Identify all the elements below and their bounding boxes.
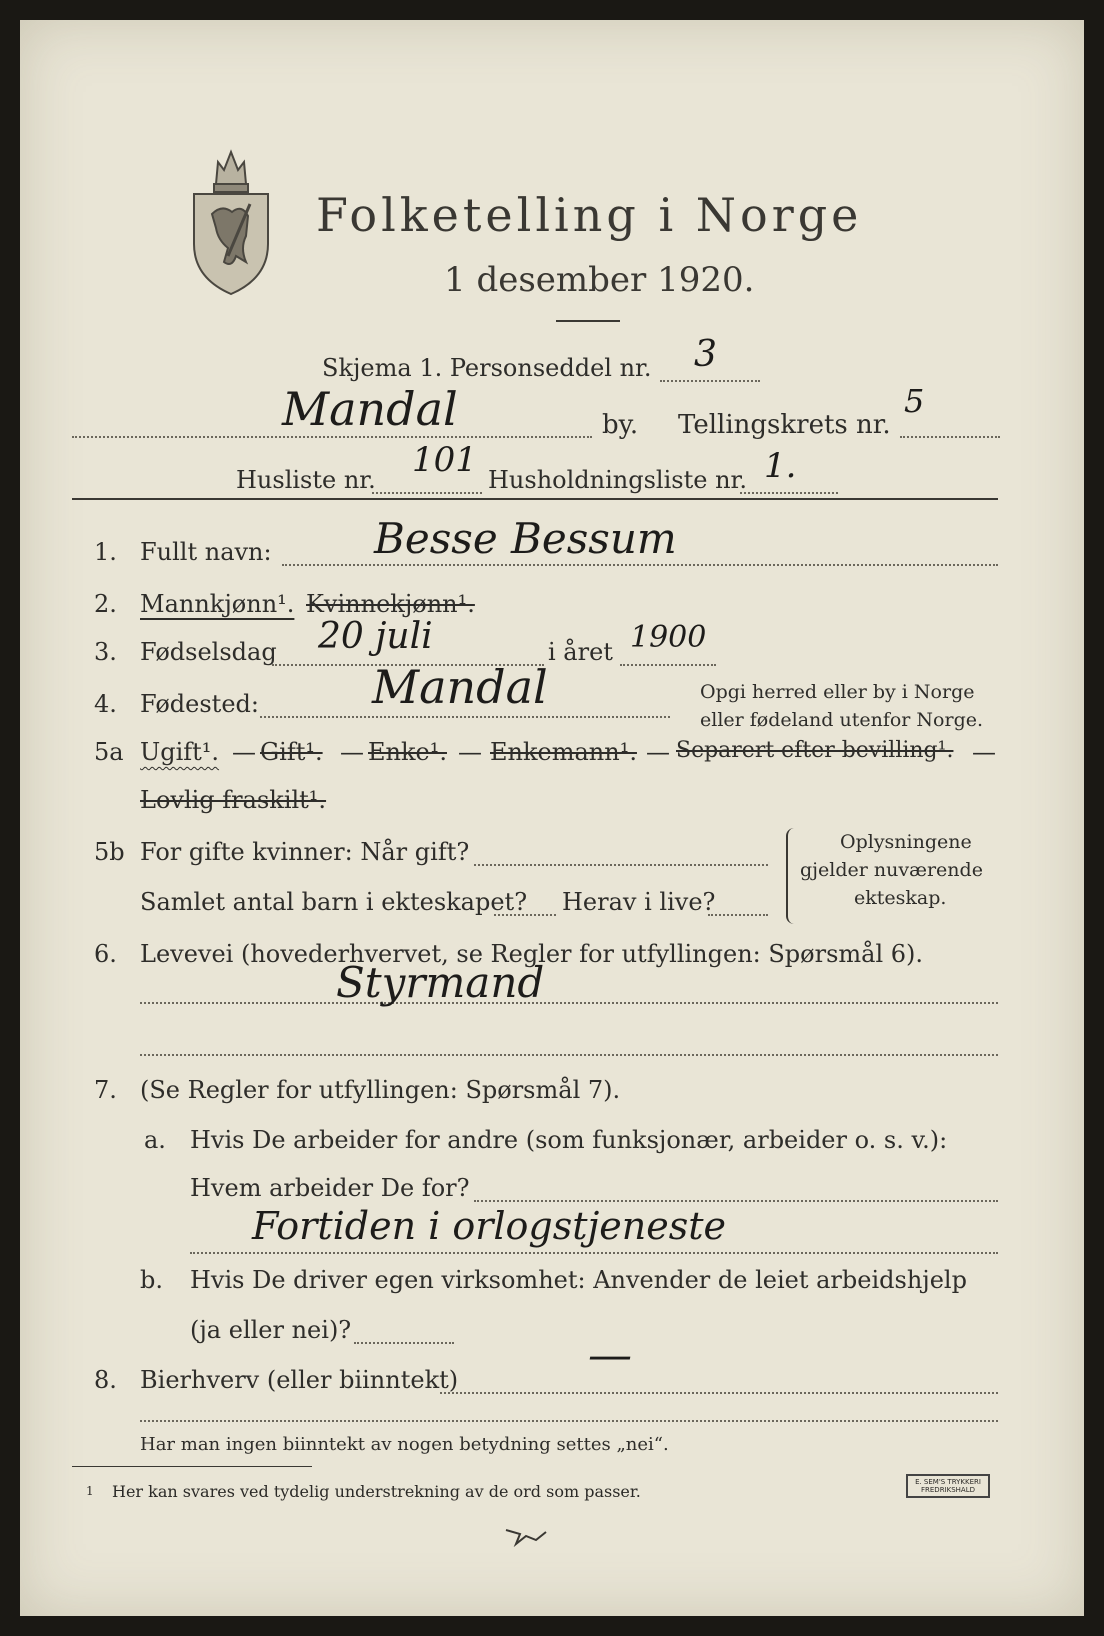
q5b-note-line3: ekteskap.: [854, 887, 947, 909]
q4-line: [260, 716, 670, 718]
status-enke-option[interactable]: Enke¹.: [368, 738, 447, 766]
q5a-sep-4: —: [646, 738, 670, 766]
husliste-label: Husliste nr.: [236, 466, 376, 494]
q7a-label: Hvis De arbeider for andre (som funksjonær, arbeider o. s. v.):: [190, 1126, 948, 1154]
q5b-alive-label: Herav i live?: [562, 888, 716, 916]
q7b-line: [354, 1342, 454, 1344]
q7b-letter: b.: [140, 1266, 163, 1294]
q1-number: 1.: [94, 538, 117, 566]
q5a-sep-3: —: [458, 738, 482, 766]
title-divider: [556, 320, 620, 322]
q5a-sep-2: —: [340, 738, 364, 766]
q5b-note-line2: gjelder nuværende: [800, 859, 983, 881]
husliste-line: [372, 492, 482, 494]
q7b-label: Hvis De driver egen virksomhet: Anvender de leiet arbeidshjelp: [190, 1266, 967, 1294]
ink-mark-icon: [502, 1520, 552, 1550]
q6-line-1: [140, 1002, 998, 1004]
footer-divider: [72, 1466, 312, 1467]
q5b-alive-line: [708, 914, 768, 916]
status-gift-option[interactable]: Gift¹.: [260, 738, 323, 766]
status-separert-option[interactable]: Separert efter bevilling¹.: [676, 738, 954, 763]
q7-label: (Se Regler for utfyllingen: Spørsmål 7).: [140, 1076, 621, 1104]
census-form-page: [20, 20, 1084, 1616]
q1-label: Fullt navn:: [140, 538, 272, 566]
header-divider: [72, 498, 998, 500]
q5b-note-brace: [786, 828, 796, 924]
personseddel-number[interactable]: 3: [694, 334, 717, 375]
q4-number: 4.: [94, 690, 117, 718]
birth-year-value[interactable]: 1900: [630, 620, 707, 655]
side-income-value[interactable]: —: [588, 1330, 632, 1381]
birthplace-value[interactable]: Mandal: [372, 660, 548, 714]
husholdning-value[interactable]: 1.: [764, 446, 797, 486]
q3-year-label: i året: [548, 638, 613, 666]
form-title: Folketelling i Norge: [316, 188, 863, 242]
tellingskrets-label: Tellingskrets nr.: [678, 410, 891, 440]
q3-year-line: [620, 664, 716, 666]
by-label: by.: [602, 410, 639, 440]
q6-number: 6.: [94, 940, 117, 968]
q8-line-2: [140, 1420, 998, 1422]
q6-line-2: [140, 1054, 998, 1056]
husholdning-label: Husholdningsliste nr.: [488, 466, 747, 494]
city-value[interactable]: Mandal: [282, 382, 458, 436]
city-line: [72, 436, 592, 438]
footnote-text: Her kan svares ved tydelig understrekning av de ord som passer.: [112, 1482, 641, 1501]
census-date: 1 desember 1920.: [444, 260, 755, 300]
q8-line-1: [440, 1392, 998, 1394]
q5b-children-label: Samlet antal barn i ekteskapet?: [140, 888, 528, 916]
q5a-number: 5a: [94, 738, 124, 766]
gender-male-option[interactable]: Mannkjønn¹.: [140, 590, 295, 618]
q5b-note-line1: Oplysningene: [840, 831, 972, 853]
tellingskrets-line: [900, 436, 1000, 438]
q6-label: Levevei (hovederhvervet, se Regler for utfyllingen: Spørsmål 6).: [140, 940, 924, 968]
norwegian-coat-of-arms-icon: [188, 144, 274, 298]
q5b-number: 5b: [94, 838, 125, 866]
printer-stamp-line2: FREDRIKSHALD: [920, 1486, 975, 1494]
q8-number: 8.: [94, 1366, 117, 1394]
occupation-value[interactable]: Styrmand: [336, 958, 545, 1007]
q7-number: 7.: [94, 1076, 117, 1104]
q2-number: 2.: [94, 590, 117, 618]
q1-line: [282, 564, 998, 566]
status-enkemann-option[interactable]: Enkemann¹.: [490, 738, 637, 766]
q4-note-line2: eller fødeland utenfor Norge.: [700, 709, 984, 731]
full-name-value[interactable]: Besse Bessum: [374, 514, 677, 563]
printer-stamp: [906, 1474, 990, 1498]
footnote-mark: 1: [86, 1484, 94, 1498]
employer-value[interactable]: Fortiden i orlogstjeneste: [252, 1204, 727, 1248]
q8-note: Har man ingen biinntekt av nogen betydning settes „nei“.: [140, 1434, 669, 1455]
printer-stamp-line1: E. SEM'S TRYKKERI: [915, 1478, 981, 1486]
gender-female-option[interactable]: Kvinnekjønn¹.: [306, 590, 475, 618]
schema-value-line: [660, 380, 760, 382]
q7a-letter: a.: [144, 1126, 166, 1154]
q4-label: Fødested:: [140, 690, 259, 718]
q7b-question: (ja eller nei)?: [190, 1316, 352, 1344]
q5b-children-line: [494, 914, 556, 916]
status-fraskilt-option[interactable]: Lovlig fraskilt¹.: [140, 786, 327, 814]
q5a-sep-5: —: [972, 738, 996, 766]
q8-label: Bierhverv (eller biinntekt): [140, 1366, 459, 1394]
husholdning-line: [740, 492, 838, 494]
status-ugift-option[interactable]: Ugift¹.: [140, 738, 220, 766]
tellingskrets-value[interactable]: 5: [904, 382, 925, 420]
q7a-line-2: [190, 1252, 998, 1254]
q5b-when-married-label: For gifte kvinner: Når gift?: [140, 838, 470, 866]
q5a-sep-1: —: [232, 738, 256, 766]
husliste-value[interactable]: 101: [412, 440, 477, 480]
birthday-value[interactable]: 20 juli: [318, 616, 433, 657]
q3-label: Fødselsdag: [140, 638, 277, 666]
q4-note-line1: Opgi herred eller by i Norge: [700, 681, 975, 703]
q7a-line-1: [474, 1200, 998, 1202]
q7a-question: Hvem arbeider De for?: [190, 1174, 470, 1202]
q5b-when-married-line: [474, 864, 768, 866]
q3-number: 3.: [94, 638, 117, 666]
schema-label: Skjema 1. Personseddel nr.: [322, 354, 652, 382]
